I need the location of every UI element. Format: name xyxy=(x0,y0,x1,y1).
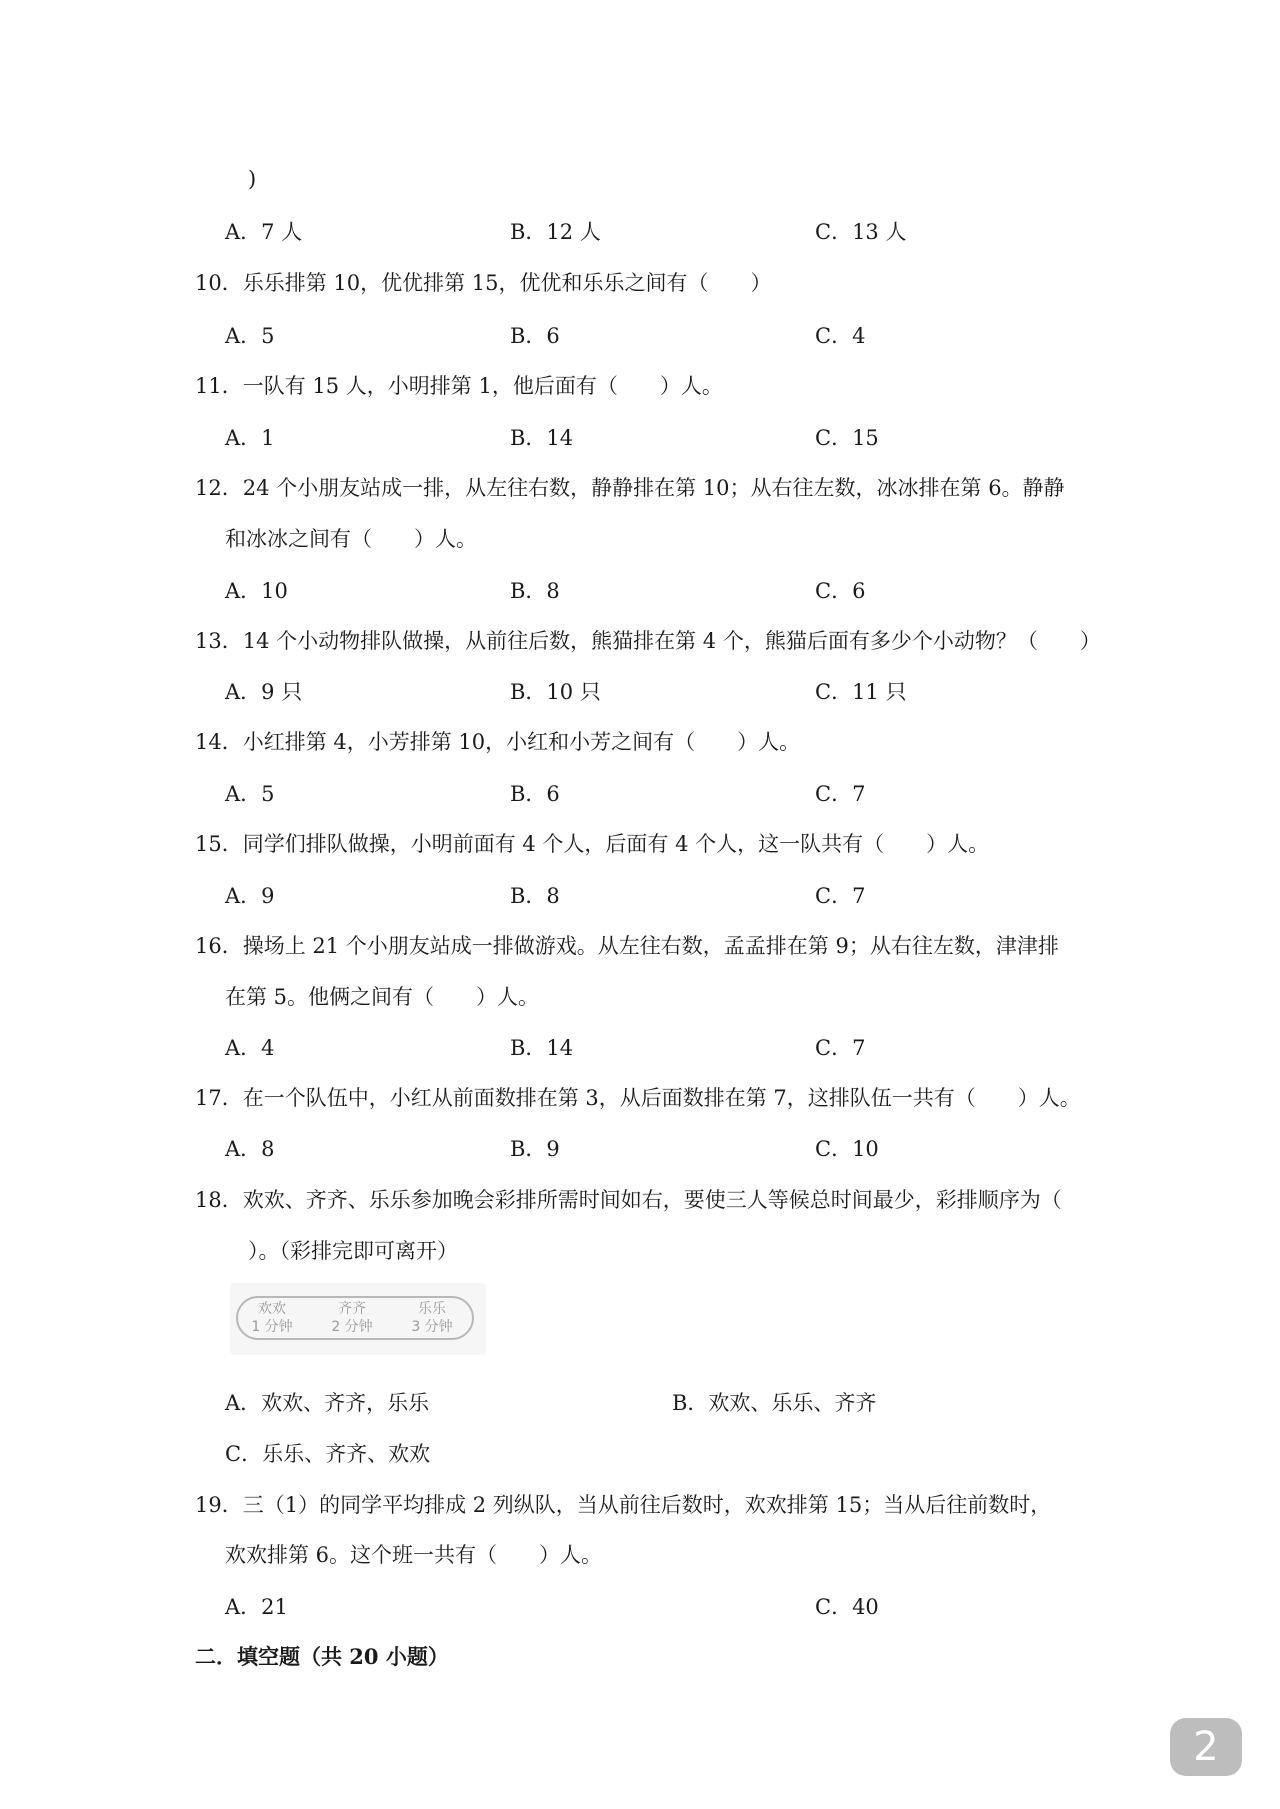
q9-option-a: A．7 人 xyxy=(225,220,303,244)
q17-option-a: A．8 xyxy=(225,1137,275,1161)
q11-stem: 11．一队有 15 人，小明排第 1，他后面有（ ）人。 xyxy=(195,374,723,398)
q11-option-b: B．14 xyxy=(510,426,574,450)
q12-option-c: C．6 xyxy=(815,579,866,603)
q14-option-c: C．7 xyxy=(815,782,866,806)
q15-option-b: B．8 xyxy=(510,884,560,908)
q12-stem-line2: 和冰冰之间有（ ）人。 xyxy=(225,527,477,551)
q16-option-b: B．14 xyxy=(510,1036,574,1060)
q18-option-a: A．欢欢、齐齐，乐乐 xyxy=(225,1391,430,1415)
q10-stem: 10．乐乐排第 10，优优排第 15，优优和乐乐之间有（ ） xyxy=(195,271,772,295)
q16-stem-line2: 在第 5。他俩之间有（ ）人。 xyxy=(225,985,540,1009)
figure-item-time: 1 分钟 xyxy=(251,1319,293,1335)
q14-option-b: B．6 xyxy=(510,782,560,806)
q11-option-c: C．15 xyxy=(815,426,879,450)
q19-option-c: C．40 xyxy=(815,1595,879,1619)
q13-option-c: C．11 只 xyxy=(815,680,907,704)
q18-option-b: B．欢欢、乐乐、齐齐 xyxy=(672,1391,877,1415)
q10-option-a: A．5 xyxy=(225,324,275,348)
q13-stem: 13．14 个小动物排队做操，从前往后数，熊猫排在第 4 个，熊猫后面有多少个小动物？（ ） xyxy=(195,629,1101,653)
q14-stem: 14．小红排第 4，小芳排第 10，小红和小芳之间有（ ）人。 xyxy=(195,730,801,754)
q17-option-b: B．9 xyxy=(510,1137,560,1161)
q13-option-b: B．10 只 xyxy=(510,680,601,704)
q16-option-c: C．7 xyxy=(815,1036,866,1060)
q15-option-c: C．7 xyxy=(815,884,866,908)
q12-option-b: B．8 xyxy=(510,579,560,603)
q14-option-a: A．5 xyxy=(225,782,275,806)
q18-option-c: C．乐乐、齐齐、欢欢 xyxy=(225,1442,431,1466)
figure-item-name: 欢欢 xyxy=(258,1301,286,1317)
q18-stem-line1: 18．欢欢、齐齐、乐乐参加晚会彩排所需时间如右，要使三人等候总时间最少，彩排顺序为（ xyxy=(195,1188,1062,1212)
figure-item-huanhuan xyxy=(242,1300,302,1336)
q16-stem-line1: 16．操场上 21 个小朋友站成一排做游戏。从左往右数，孟孟排在第 9；从右往左数，津津排 xyxy=(195,934,1059,958)
q10-option-c: C．4 xyxy=(815,324,866,348)
q9-stem-tail: ) xyxy=(248,167,257,191)
q10-option-b: B．6 xyxy=(510,324,560,348)
figure-item-time: 3 分钟 xyxy=(411,1319,453,1335)
q19-stem-line2: 欢欢排第 6。这个班一共有（ ）人。 xyxy=(225,1543,603,1567)
q15-option-a: A．9 xyxy=(225,884,275,908)
q16-option-a: A．4 xyxy=(225,1036,275,1060)
q12-stem-line1: 12．24 个小朋友站成一排，从左往右数，静静排在第 10；从右往左数，冰冰排在第 6。静静 xyxy=(195,476,1065,500)
section-fill-in-title: 二．填空题（共 20 小题） xyxy=(195,1644,449,1669)
figure-item-lele xyxy=(402,1300,462,1336)
page-number-badge: 2 xyxy=(1170,1718,1242,1776)
q12-option-a: A．10 xyxy=(225,579,288,603)
figure-item-name: 乐乐 xyxy=(418,1301,446,1317)
q17-option-c: C．10 xyxy=(815,1137,879,1161)
figure-item-time: 2 分钟 xyxy=(331,1319,373,1335)
figure-item-qiqi xyxy=(322,1300,382,1336)
q17-stem: 17．在一个队伍中，小红从前面数排在第 3，从后面数排在第 7，这排队伍一共有（ ）人。 xyxy=(195,1086,1081,1110)
rehearsal-time-figure xyxy=(230,1283,486,1355)
q9-option-c: C．13 人 xyxy=(815,220,907,244)
q19-stem-line1: 19．三（1）的同学平均排成 2 列纵队，当从前往后数时，欢欢排第 15；当从后往前数时， xyxy=(195,1493,1052,1517)
q19-option-a: A．21 xyxy=(225,1595,288,1619)
figure-item-name: 齐齐 xyxy=(338,1301,366,1317)
q15-stem: 15．同学们排队做操，小明前面有 4 个人，后面有 4 个人，这一队共有（ ）人。 xyxy=(195,832,990,856)
q13-option-a: A．9 只 xyxy=(225,680,303,704)
q9-option-b: B．12 人 xyxy=(510,220,601,244)
q18-stem-line2: ）。（彩排完即可离开） xyxy=(248,1239,458,1263)
q11-option-a: A．1 xyxy=(225,426,275,450)
